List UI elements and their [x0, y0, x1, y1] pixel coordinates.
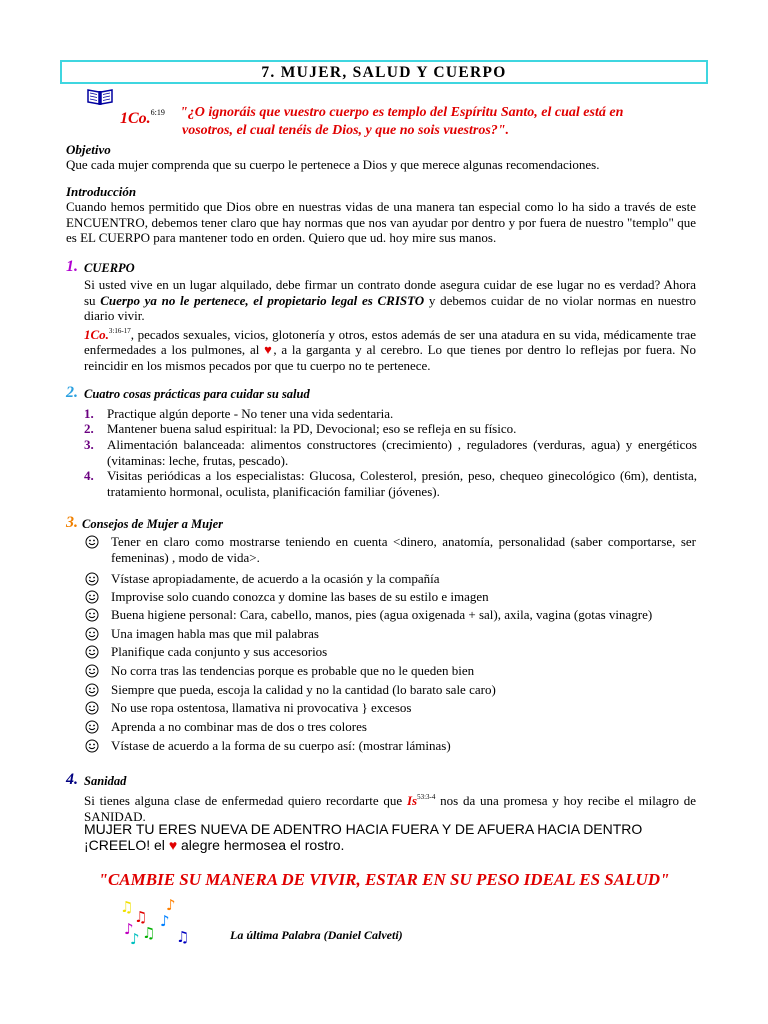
verse-text-line1: "¿O ignoráis que vuestro cuerpo es templo del Espíritu Santo, el cual está en: [180, 105, 624, 120]
list-item-number: 3.: [84, 437, 94, 452]
section1-text-bold: Cuerpo ya no le pertenece, el propietario legal es CRISTO: [100, 292, 425, 308]
section4-ref-sup: 53:3-4: [417, 793, 436, 801]
verse-reference-sup: 6:19: [150, 108, 165, 117]
objetivo-heading: Objetivo: [66, 142, 111, 157]
svg-text:♪: ♪: [160, 912, 170, 930]
section1-text-b: y debemos cuidar de no violar normas en nuestro diario vivir.: [84, 292, 696, 323]
list-item: Improvise solo cuando conozca y domine las bases de su estilo e imagen: [111, 589, 489, 604]
smiley-icon: [85, 701, 99, 715]
list-item: Vístase apropiadamente, de acuerdo a la ocasión y la compañía: [111, 571, 440, 586]
verse-text-line2: vosotros, el cual tenéis de Dios, y que no sois vuestros?".: [182, 123, 510, 138]
list-item: Buena higiene personal: Cara, cabello, manos, pies (agua oxigenada + sal), axila, vagina (gotas vinagre): [111, 607, 653, 622]
list-item: Aprenda a no combinar mas de dos o tres colores: [111, 719, 367, 734]
smiley-icon: [85, 572, 99, 586]
introduccion-heading: Introducción: [66, 184, 137, 199]
heart-icon: ♥: [264, 342, 274, 357]
smiley-icon: [85, 664, 99, 678]
believe-text-a: ¡CREELO! el: [84, 837, 169, 853]
objetivo-text: Que cada mujer comprenda que su cuerpo le pertenece a Dios y que merece algunas recomendaciones.: [66, 157, 600, 172]
section1-ref: 1Co.: [84, 326, 109, 342]
section3-number: 3.: [66, 514, 78, 531]
section2-number: 2.: [66, 384, 78, 401]
music-notes-icon: [120, 898, 200, 946]
section4-text: [84, 790, 696, 824]
smiley-icon: [85, 608, 99, 622]
list-item: Planifique cada conjunto y sus accesorios: [111, 644, 328, 659]
section1-text-d: , a la garganta y al cerebro. Lo que tienes por dentro lo reflejas por fuera. No reincidir en los mismos pecados por que tu cuerpo no te pertenece.: [84, 342, 697, 373]
svg-text:♫: ♫: [176, 928, 190, 946]
section1-text-c: , pecados sexuales, vicios, glotonería y otros, estos además de ser una atadura en su vida, médicamente trae enfermedades a los pulmones, al: [84, 326, 696, 357]
section1-ref-sup: 3:16-17: [108, 326, 131, 335]
svg-text:♪: ♪: [130, 930, 140, 946]
section4-believe: [84, 837, 696, 853]
smiley-icon: [85, 590, 99, 604]
smiley-icon: [85, 535, 99, 549]
smiley-icon: [85, 627, 99, 641]
list-item: Tener en claro como mostrarse teniendo en cuenta <dinero, anatomía, personalidad (saber comportarse, ser femeninas) , modo de vida>.: [111, 534, 696, 565]
svg-text:♫: ♫: [120, 898, 134, 916]
list-item-number: 1.: [84, 406, 94, 421]
list-item: Mantener buena salud espiritual: la PD, Devocional; eso se refleja en su físico.: [107, 421, 517, 436]
section4-text-b: nos da una promesa y hoy recibe el milagro de SANIDAD.: [84, 793, 696, 824]
section1-number: 1.: [66, 258, 78, 275]
section1-heading: CUERPO: [84, 261, 135, 275]
section4-ref: Is: [406, 793, 418, 808]
list-item-number: 4.: [84, 468, 94, 483]
list-item: Siempre que pueda, escoja la calidad y no la cantidad (lo barato sale caro): [111, 682, 496, 697]
smiley-icon: [85, 739, 99, 753]
smiley-icon: [85, 645, 99, 659]
list-item: Alimentación balanceada: alimentos constructores (crecimiento) , reguladores (verduras, agua) y energéticos (vitaminas: leche, frutas, pescado).: [107, 437, 697, 468]
list-item: Practique algún deporte - No tener una vida sedentaria.: [107, 406, 394, 421]
list-item: Vístase de acuerdo a la forma de su cuerpo así: (mostrar láminas): [111, 738, 451, 753]
list-item-number: 2.: [84, 421, 94, 436]
section4-text-a: Si tienes alguna clase de enfermedad quiero recordarte que: [84, 793, 407, 808]
section1-text-a: Si usted vive en un lugar alquilado, debe firmar un contrato donde asegura cuidar de ese lugar no es verdad? Ahora su: [84, 277, 696, 308]
smiley-icon: [85, 683, 99, 697]
believe-text-b: alegre hermosea el rostro.: [177, 837, 345, 853]
verse-reference: 1Co.: [120, 110, 151, 127]
section4-number: 4.: [66, 771, 78, 788]
list-item: No use ropa ostentosa, llamativa ni provocativa } excesos: [111, 700, 412, 715]
open-book-icon: [86, 86, 114, 106]
svg-text:♫: ♫: [142, 924, 156, 942]
heart-icon: ♥: [168, 837, 178, 853]
signature: La última Palabra (Daniel Calveti): [230, 928, 403, 942]
svg-text:♪: ♪: [166, 898, 176, 914]
section1-text: [84, 277, 696, 373]
smiley-icon: [85, 720, 99, 734]
section4-caps-line: MUJER TU ERES NUEVA DE ADENTRO HACIA FUERA Y DE AFUERA HACIA DENTRO: [84, 821, 643, 837]
list-item: Visitas periódicas a los especialistas: Glucosa, Colesterol, presión, peso, chequeo ginecológico (6m), dentista, tratamiento hormonal, oculista, planificación familiar (jóvenes).: [107, 468, 697, 499]
svg-text:♫: ♫: [134, 908, 148, 926]
slogan: "CAMBIE SU MANERA DE VIVIR, ESTAR EN SU PESO IDEAL ES SALUD": [98, 870, 670, 889]
section4-heading: Sanidad: [84, 774, 127, 788]
svg-text:♪: ♪: [124, 920, 134, 938]
section2-heading: Cuatro cosas prácticas para cuidar su salud: [84, 387, 310, 401]
page-title: 7. MUJER, SALUD Y CUERPO: [60, 60, 708, 84]
introduccion-text: Cuando hemos permitido que Dios obre en nuestras vidas de una manera tan especial como lo ha sido a través de este ENCUENTRO, debemos tener claro que hay normas que nos van ayudar por dentro y por fuera de nuestro "templo" que es EL CUERPO para mantener todo en orden. Quiero que ud. hoy mire sus manos.: [66, 199, 696, 245]
section3-heading: Consejos de Mujer a Mujer: [82, 517, 223, 531]
list-item: Una imagen habla mas que mil palabras: [111, 626, 319, 641]
list-item: No corra tras las tendencias porque es probable que no le queden bien: [111, 663, 475, 678]
key-verse: [120, 104, 680, 138]
